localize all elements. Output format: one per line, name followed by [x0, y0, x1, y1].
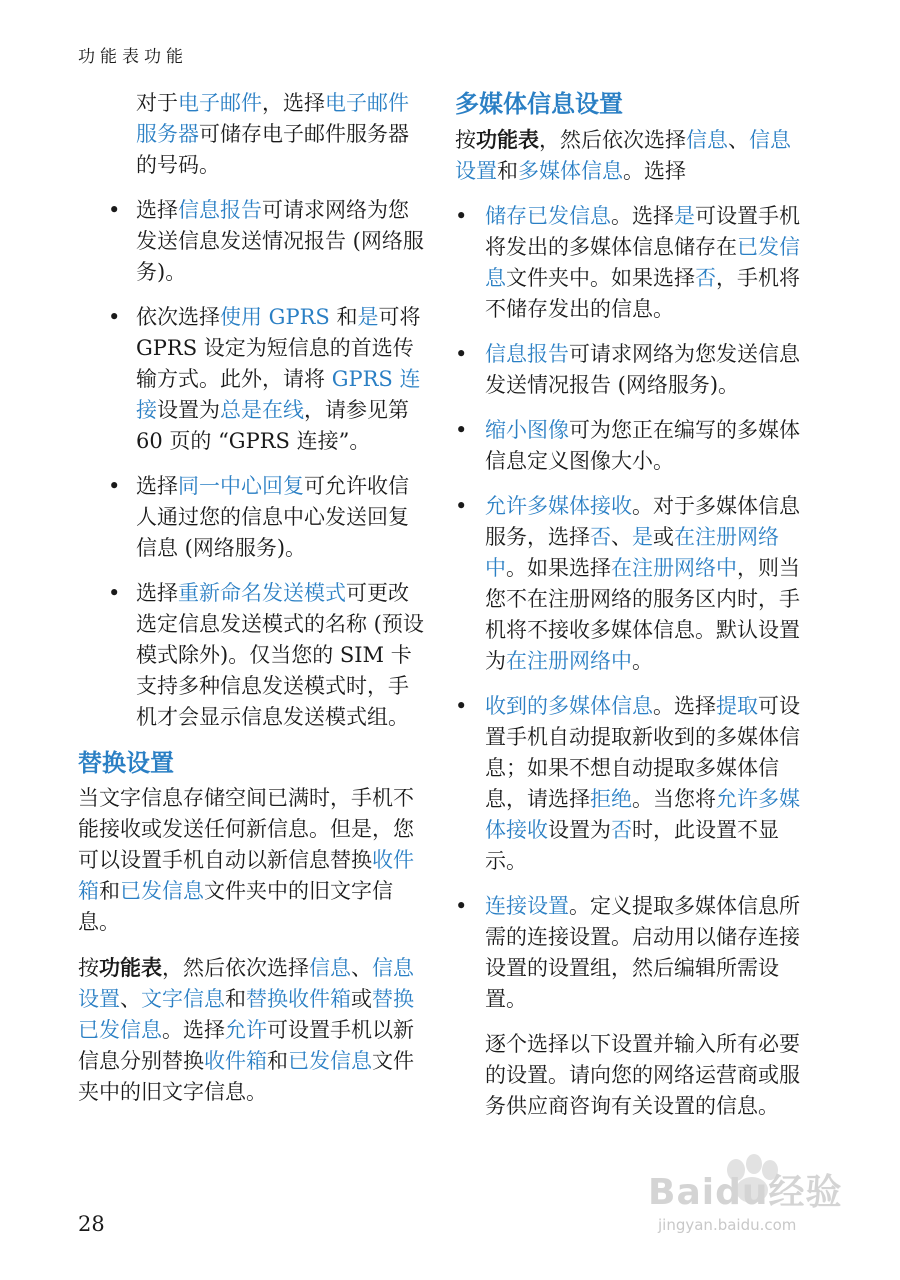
right-column	[455, 88, 800, 1122]
highlighted-term: 在注册网络中	[506, 649, 632, 673]
replace-paragraph-1	[78, 783, 428, 938]
text-run: 设置为	[548, 818, 611, 842]
watermark-url: jingyan.baidu.com	[658, 1216, 797, 1234]
highlighted-term: 连接设置	[485, 894, 569, 918]
text-run: 、	[120, 987, 141, 1011]
highlighted-term: 缩小图像	[485, 418, 569, 442]
text-run: 文件夹中的旧文字信息。	[78, 879, 393, 934]
text-run: 。对于多媒体信息服务，选择	[485, 494, 800, 549]
page-number: 28	[78, 1212, 105, 1236]
bullet-item	[78, 195, 428, 288]
bullet-icon: •	[108, 305, 121, 329]
highlighted-term: 否	[590, 525, 611, 549]
highlighted-term: 是	[632, 525, 653, 549]
watermark-logo: Baidu经验	[648, 1172, 843, 1213]
highlighted-term: 信息报告	[485, 342, 569, 366]
left-bullet-list	[78, 195, 428, 733]
highlighted-term: 收件箱	[204, 1049, 267, 1073]
highlighted-term: 信息设置	[455, 128, 791, 183]
highlighted-term: 信息设置	[78, 956, 414, 1011]
bullet-item	[78, 471, 428, 564]
highlighted-term: 否	[695, 266, 716, 290]
highlighted-term: 多媒体信息	[518, 159, 623, 183]
highlighted-term: 在注册网络中	[611, 556, 737, 580]
bold-term: 功能表	[99, 955, 162, 980]
highlighted-term: 使用 GPRS	[220, 305, 330, 329]
text-run: 时，此设置不显示。	[485, 818, 779, 873]
bullet-icon: •	[455, 894, 468, 918]
bullet-item	[455, 201, 800, 325]
text-run: 。当您将	[632, 787, 716, 811]
text-run: 文件夹中。如果选择	[506, 266, 695, 290]
text-run: 文件夹中的旧文字信息。	[78, 1049, 414, 1104]
mms-intro-paragraph	[455, 124, 800, 187]
highlighted-term: 重新命名发送模式	[178, 581, 346, 605]
text-run: 、	[611, 525, 632, 549]
text-run: 依次选择	[136, 305, 220, 329]
text-run: 可允许收信人通过您的信息中心发送回复信息 (网络服务)。	[136, 474, 409, 560]
text-run: 。选择	[162, 1018, 225, 1042]
bullet-icon: •	[455, 204, 468, 228]
text-run: ，然后依次选择	[539, 128, 686, 152]
highlighted-term: 是	[357, 305, 379, 329]
text-run: 和	[99, 879, 120, 903]
highlighted-term: 储存已发信息	[485, 204, 611, 228]
highlighted-term: 在注册网络中	[485, 525, 779, 580]
text-run: 或	[653, 525, 674, 549]
bullet-icon: •	[455, 418, 468, 442]
text-run: ，选择	[262, 91, 325, 115]
bullet-icon: •	[108, 581, 121, 605]
bullet-item	[78, 302, 428, 457]
intro-paragraph	[78, 88, 428, 181]
running-header: 功能表功能	[78, 47, 188, 67]
bullet-item	[455, 415, 800, 477]
highlighted-term: 收件箱	[78, 848, 414, 903]
bullet-icon: •	[455, 342, 468, 366]
highlighted-term: 替换收件箱	[246, 987, 351, 1011]
highlighted-term: 信息	[309, 956, 351, 980]
highlighted-term: 总是在线	[220, 398, 304, 422]
text-run: 选择	[136, 581, 178, 605]
left-column	[78, 88, 428, 1122]
bold-term: 功能表	[476, 127, 539, 152]
text-run: 可储存电子邮件服务器的号码。	[136, 122, 409, 177]
text-run: 。选择	[611, 204, 674, 228]
highlighted-term: 电子邮件	[178, 91, 262, 115]
text-run: ，请参见第 60 页的 “GPRS 连接”。	[136, 398, 409, 453]
text-run: 或	[351, 987, 372, 1011]
text-run: 对于	[136, 91, 178, 115]
text-run: 选择	[136, 474, 178, 498]
highlighted-term: 信息报告	[178, 198, 262, 222]
highlighted-term: 提取	[716, 694, 758, 718]
bullet-item	[78, 578, 428, 733]
highlighted-term: 电子邮件服务器	[136, 91, 409, 146]
highlighted-term: 替换已发信息	[78, 987, 414, 1042]
bullet-icon: •	[108, 474, 121, 498]
text-run: 可请求网络为您发送信息发送情况报告 (网络服务)。	[485, 342, 800, 397]
text-run: 可更改选定信息发送模式的名称 (预设模式除外)。仅当您的 SIM 卡支持多种信息发送模式时，手机才会显示信息发送模式组。	[136, 581, 424, 729]
text-run: 按	[455, 128, 476, 152]
replace-paragraph-2	[78, 952, 428, 1108]
highlighted-term: 拒绝	[590, 787, 632, 811]
text-run: 和	[329, 305, 358, 329]
highlighted-term: 信息	[686, 128, 728, 152]
text-run: 、	[728, 128, 749, 152]
text-run: ，然后依次选择	[162, 956, 309, 980]
text-run: 当文字信息存储空间已满时，手机不能接收或发送任何新信息。但是，您可以设置手机自动以新信息替换	[78, 786, 414, 872]
highlighted-term: 允许多媒体接收	[485, 494, 632, 518]
bullet-icon: •	[455, 494, 468, 518]
highlighted-term: 文字信息	[141, 987, 225, 1011]
text-run: 设置为	[157, 398, 220, 422]
highlighted-term: 已发信息	[485, 235, 800, 290]
text-run: 按	[78, 956, 99, 980]
text-run: 。	[632, 649, 653, 673]
text-run: 可设置手机将发出的多媒体信息储存在	[485, 204, 800, 259]
right-bullet-list	[455, 201, 800, 1015]
bullet-item	[455, 891, 800, 1015]
text-run: 逐个选择以下设置并输入所有必要的设置。请向您的网络运营商或服务供应商咨询有关设置的信息。	[485, 1032, 800, 1118]
text-run: 和	[267, 1049, 288, 1073]
highlighted-term: 已发信息	[288, 1049, 372, 1073]
highlighted-term: 是	[674, 204, 695, 228]
highlighted-term: 否	[611, 818, 632, 842]
highlighted-term: 允许多媒体接收	[485, 787, 800, 842]
bullet-item	[455, 339, 800, 401]
text-run: 可设置手机自动提取新收到的多媒体信息；如果不想自动提取多媒体信息，请选择	[485, 694, 800, 811]
text-run: 和	[497, 159, 518, 183]
text-run: 可请求网络为您发送信息发送情况报告 (网络服务)。	[136, 198, 424, 284]
highlighted-term: GPRS 连接	[136, 367, 421, 422]
connection-sub-paragraph	[455, 1029, 800, 1122]
highlighted-term: 收到的多媒体信息	[485, 694, 653, 718]
highlighted-term: 已发信息	[120, 879, 204, 903]
text-run: 。定义提取多媒体信息所需的连接设置。启动用以储存连接设置的设置组，然后编辑所需设置。	[485, 894, 800, 1011]
bullet-item	[455, 491, 800, 677]
watermark	[640, 1150, 850, 1250]
text-run: ，手机将不储存发出的信息。	[485, 266, 800, 321]
highlighted-term: 同一中心回复	[178, 474, 304, 498]
highlighted-term: 允许	[225, 1018, 267, 1042]
text-run: 和	[225, 987, 246, 1011]
section-heading-replace: 替换设置	[78, 749, 174, 777]
text-run: 。选择	[623, 159, 686, 183]
text-run: 选择	[136, 198, 178, 222]
text-run: ，则当您不在注册网络的服务区内时，手机将不接收多媒体信息。默认设置为	[485, 556, 800, 673]
text-run: 。如果选择	[506, 556, 611, 580]
text-run: 可为您正在编写的多媒体信息定义图像大小。	[485, 418, 800, 473]
text-run: 、	[351, 956, 372, 980]
section-heading-mms: 多媒体信息设置	[455, 90, 623, 118]
text-run: 可将 GPRS 设定为短信息的首选传输方式。此外，请将	[136, 305, 421, 391]
bullet-icon: •	[455, 694, 468, 718]
text-run: 可设置手机以新信息分别替换	[78, 1018, 414, 1073]
bullet-icon: •	[108, 198, 121, 222]
text-run: 。选择	[653, 694, 716, 718]
bullet-item	[455, 691, 800, 877]
